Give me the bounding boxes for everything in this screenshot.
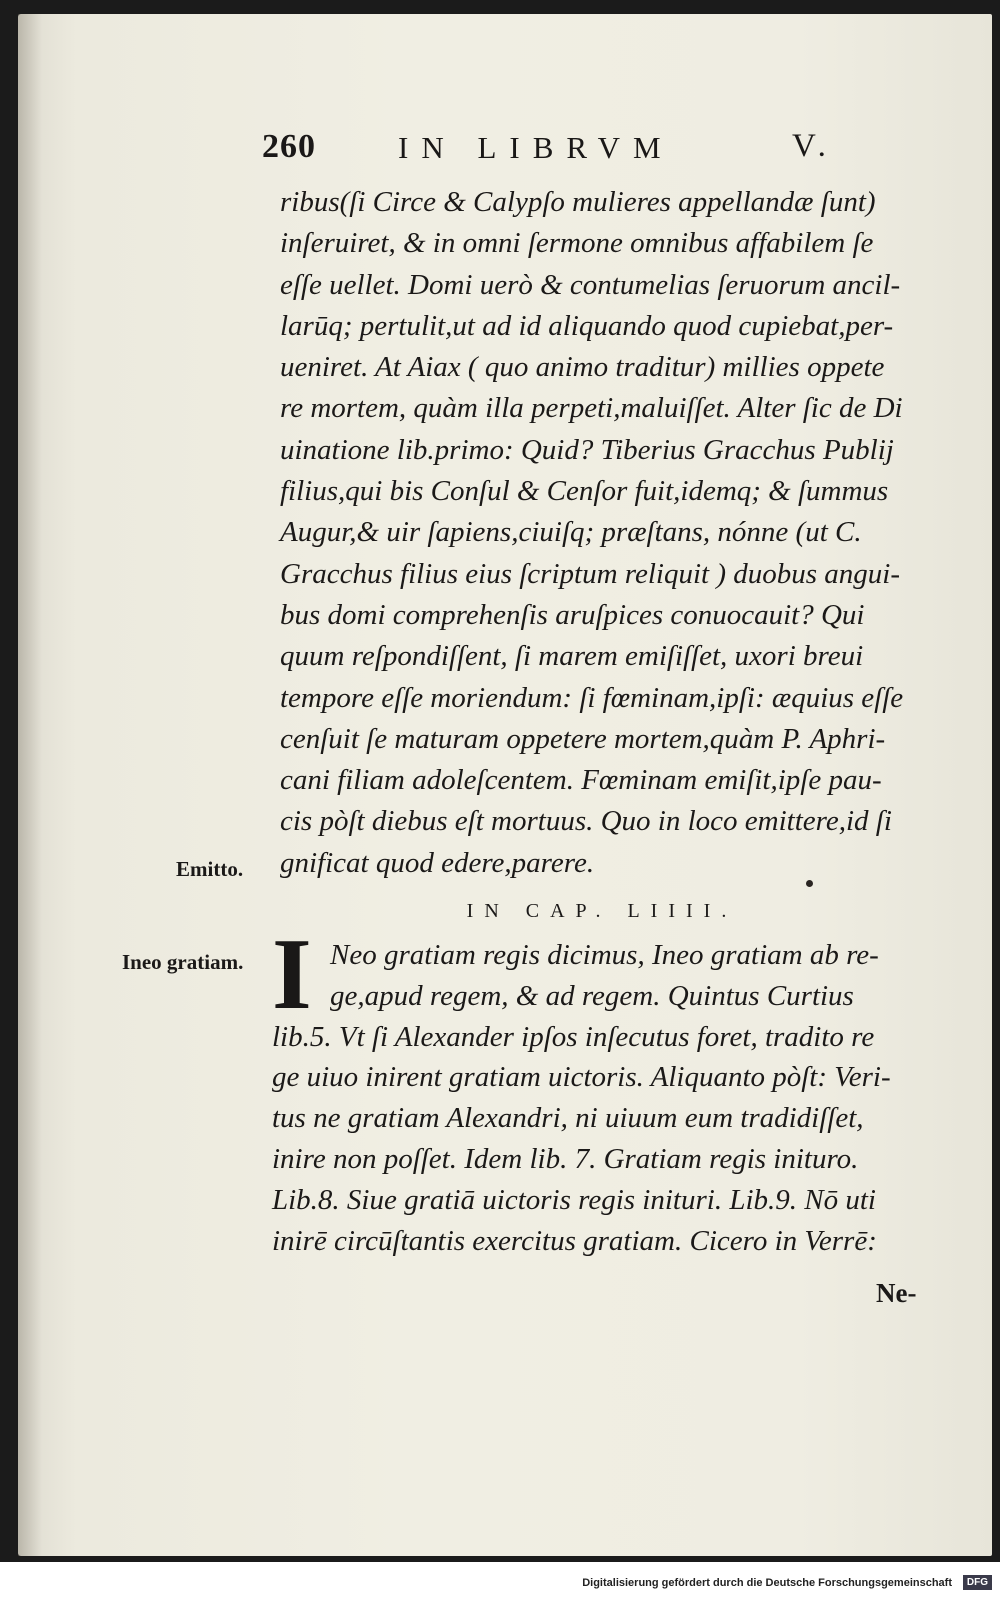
- text-line: cenſuit ſe maturam oppetere mortem,quàm P. Aphri-: [280, 722, 886, 755]
- text-line: inire non poſſet. Idem lib. 7. Gratiam regis inituro.: [272, 1142, 859, 1175]
- main-text-block: [280, 182, 940, 884]
- text-line: ge uiuo inirent gratiam uictoris. Aliquanto pòſt: Veri-: [272, 1061, 891, 1094]
- text-line: inſeruiret, & in omni ſermone omnibus affabilem ſe: [280, 227, 874, 260]
- text-line: tempore eſſe moriendum: ſi fœminam,ipſi: æquius eſſe: [280, 681, 904, 714]
- text-line: Neo gratiam regis dicimus, Ineo gratiam ab re-: [330, 939, 879, 971]
- text-line: ribus(ſi Circe & Calypſo mulieres appellandæ ſunt): [280, 186, 876, 218]
- text-line: tus ne gratiam Alexandri, ni uiuum eum tradidiſſet,: [272, 1102, 864, 1135]
- text-line: ge,apud regem, & ad regem. Quintus Curtius: [330, 979, 854, 1012]
- running-title: IN LIBRVM: [398, 130, 674, 165]
- margin-note-ineo-gratiam: Ineo gratiam.: [122, 950, 244, 974]
- folio-number: 260: [262, 128, 316, 165]
- ink-speck: [806, 880, 813, 887]
- text-line: re mortem, quàm illa perpeti,maluiſſet. Alter ſic de Di: [280, 392, 903, 425]
- text-line: cis pòſt diebus eſt mortuus. Quo in loco emittere,id ſi: [280, 805, 892, 838]
- text-line: bus domi comprehenſis aruſpices conuocauit? Qui: [280, 598, 865, 631]
- text-line: cani filiam adoleſcentem. Fœminam emiſit,ipſe pau-: [280, 764, 882, 797]
- text-line: Lib.8. Siue gratiā uictoris regis inituri. Lib.9. Nō uti: [272, 1183, 876, 1216]
- catchword: Ne-: [876, 1278, 917, 1308]
- text-line: inirē circūſtantis exercitus gratiam. Cicero in Verrē:: [272, 1224, 877, 1257]
- chapter-heading: IN CAP. LIIII.: [466, 900, 738, 922]
- chapter-text-block: [272, 935, 952, 1261]
- drop-capital: I: [272, 918, 312, 1031]
- page-header: [262, 128, 942, 172]
- funding-credit: Digitalisierung gefördert durch die Deutsche Forschungsgemeinschaft: [582, 1577, 952, 1589]
- text-line: lib.5. Vt ſi Alexander ipſos inſecutus foret, tradito re: [272, 1020, 875, 1053]
- text-line: larūq; pertulit,ut ad id aliquando quod cupiebat,per-: [280, 309, 894, 342]
- margin-note-emitto: Emitto.: [176, 857, 244, 881]
- dfg-logo: DFG: [963, 1575, 992, 1590]
- text-line: Gracchus filius eius ſcriptum reliquit ) duobus angui-: [280, 557, 900, 590]
- text-line: Augur,& uir ſapiens,ciuiſq; præſtans, nónne (ut C.: [280, 516, 862, 549]
- text-line: eſſe uellet. Domi uerò & contumelias ſeruorum ancil-: [280, 268, 901, 301]
- gutter-shadow: [18, 14, 42, 1556]
- text-line: gnificat quod edere,parere.: [280, 846, 595, 879]
- text-line: uinatione lib.primo: Quid? Tiberius Gracchus Publij: [280, 433, 894, 466]
- text-line: quum reſpondiſſent, ſi marem emiſiſſet, uxori breui: [280, 640, 864, 673]
- text-line: ueniret. At Aiax ( quo animo traditur) millies oppete: [280, 351, 885, 384]
- text-line: filius,qui bis Conſul & Cenſor fuit,idemq; & ſummus: [280, 475, 889, 508]
- book-number: V.: [792, 128, 832, 164]
